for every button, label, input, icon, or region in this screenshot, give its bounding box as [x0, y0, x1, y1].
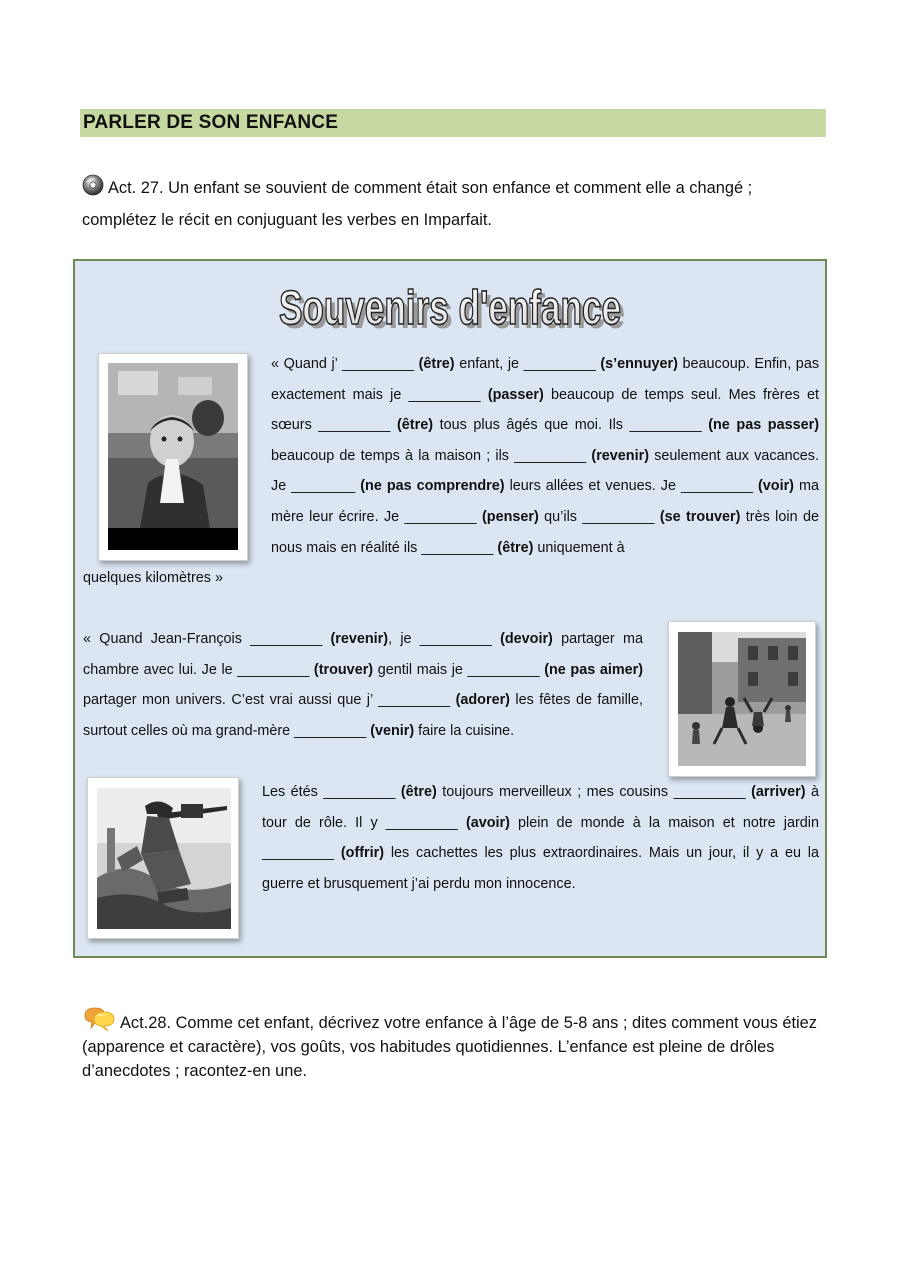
activity-28-instruction [82, 1006, 822, 1083]
activity-28-text: Act.28. Comme cet enfant, décrivez votre enfance à l’âge de 5-8 ans ; dites comment vous étiez (apparence et caractère), vos goûts, vos habitudes quotidiennes. L’enfance est pleine de drôles d’anecdotes ; racontez-en une. [82, 1014, 817, 1080]
story-box [73, 259, 827, 958]
section-heading: PARLER DE SON ENFANCE [80, 109, 826, 137]
svg-text:Souvenirs d'enfance: Souvenirs d'enfance [283, 286, 625, 337]
wordart-title-text: Souvenirs d'enfance [279, 282, 621, 335]
verb-hint: (adorer) [455, 692, 510, 709]
speech-bubbles-icon [82, 1006, 116, 1032]
story-paragraph-1-tail: quelques kilomètres » [83, 570, 223, 586]
activity-27-instruction [82, 172, 782, 236]
story-paragraph-1: « Quand j’ _________ (être) enfant, je _________ (s’ennuyer) beaucoup. Enfin, pas exactement mais je _________ (passer) beaucoup de temps seul. Mes frères et sœurs _________ (être) tous plus âgés que moi. Ils _________ (ne pas passer) beaucoup de temps à la maison ; ils _________ (revenir) seulement aux vacances. Je ________ (ne pas comprendre) leurs allées et venues. Je _________ (voir) ma mère leur écrire. Je _________ (penser) qu’ils _________ (se trouver) très loin de nous mais en réalité ils _________ (être) uniquement à [271, 356, 820, 556]
verb-hint: (se trouver) [659, 508, 741, 525]
verb-hint: (revenir) [330, 631, 389, 647]
verb-hint: (passer) [487, 386, 544, 403]
story-paragraph-2: « Quand Jean-François _________ (revenir), je _________ (devoir) partager ma chambre avec lui. Je le _________ (trouver) gentil mais je _________ (ne pas aimer) partager mon univers. C’est vrai aussi que j’ _________ (adorer) les fêtes de famille, surtout celles où ma grand-mère _________ (venir) faire la cuisine. [83, 631, 644, 739]
verb-hint: (être) [418, 356, 455, 372]
verb-hint: (être) [497, 539, 534, 556]
verb-hint: (ne pas passer) [708, 417, 819, 434]
verb-hint: (arriver) [751, 784, 806, 800]
verb-hint: (penser) [482, 508, 539, 525]
photo-children-playing [668, 621, 816, 777]
wordart-title [75, 275, 829, 337]
photo-boy-classroom [98, 353, 248, 561]
verb-hint: (ne pas comprendre) [360, 478, 505, 495]
verb-hint: (offrir) [340, 845, 385, 862]
verb-hint: (trouver) [313, 661, 374, 678]
story-paragraph-3: Les étés _________ (être) toujours merveilleux ; mes cousins _________ (arriver) à tour de rôle. Il y _________ (avoir) plein de monde à la maison et notre jardin _________ (offrir) les cachettes les plus extraordinaires. Mais un jour, il y a eu la guerre et brusquement j’ai perdu mon innocence. [262, 784, 820, 892]
verb-hint: (s’ennuyer) [600, 356, 678, 372]
cd-icon [82, 174, 104, 196]
photo-soldier [87, 777, 239, 939]
activity-27-text: Act. 27. Un enfant se souvient de comment était son enfance et comment elle a changé ; complétez le récit en conjuguant les verbes en Imparfait. [82, 179, 753, 229]
verb-hint: (être) [400, 784, 437, 800]
verb-hint: (ne pas aimer) [544, 661, 644, 678]
verb-hint: (venir) [370, 722, 415, 739]
verb-hint: (être) [397, 417, 433, 434]
verb-hint: (revenir) [591, 447, 649, 464]
verb-hint: (devoir) [500, 631, 553, 647]
verb-hint: (voir) [758, 478, 794, 495]
verb-hint: (avoir) [465, 814, 510, 831]
